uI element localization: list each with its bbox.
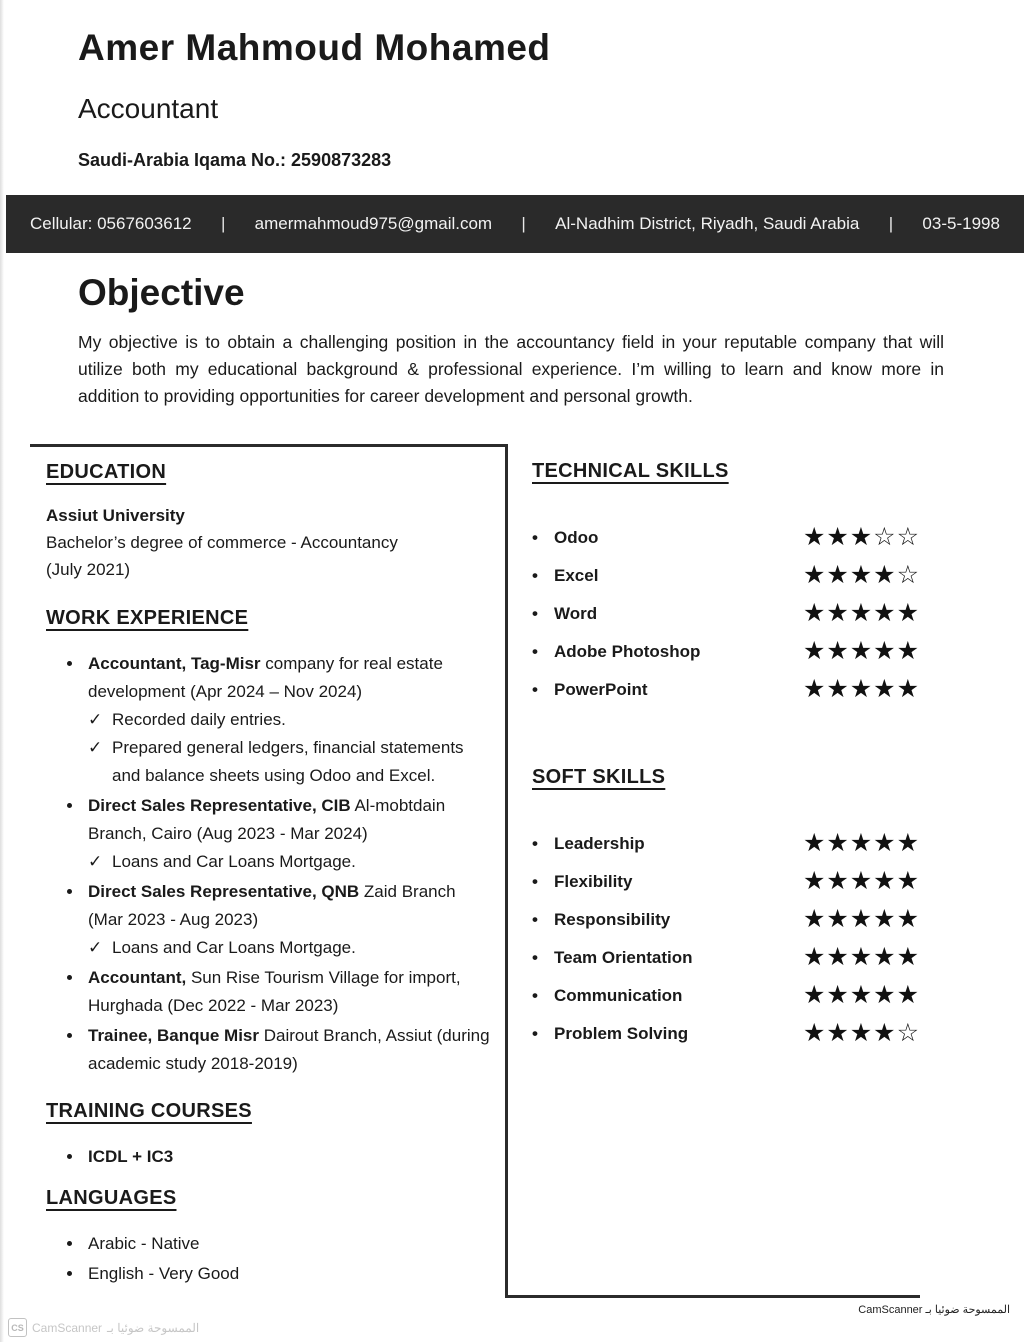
bullet-icon: • (532, 527, 538, 547)
bullet-icon: • (532, 603, 538, 623)
contact-bar (6, 195, 1024, 253)
training-courses-heading: TRAINING COURSES (46, 1100, 252, 1122)
job-item (84, 1022, 493, 1078)
training-course-list (46, 1143, 493, 1171)
training-course-item: • ICDL + IC3 (84, 1143, 493, 1171)
skill-label: • Problem Solving (532, 1023, 689, 1043)
job-title-text: Dairout Branch, Assiut (during academic study 2018-2019) (88, 1026, 490, 1073)
job-title-text: Zaid Branch (Mar 2023 - Aug 2023) (88, 882, 456, 929)
job-title-text: company for real estate development (Apr 2024 – Nov 2024) (88, 654, 443, 701)
skill-row (532, 525, 920, 550)
job-title-bold: Direct Sales Representative, QNB (88, 882, 360, 901)
job-title-line (88, 1022, 493, 1078)
job-item (84, 792, 493, 876)
education-heading: EDUCATION (46, 461, 167, 483)
star-rating: ★★★★★ (802, 943, 920, 971)
camscanner-brand-text: CamScanner (32, 1320, 103, 1335)
star-rating: ★★★★★ (802, 905, 920, 933)
skill-row (532, 1021, 920, 1046)
job-item (84, 878, 493, 962)
bullet-icon: • (532, 947, 538, 967)
camscanner-watermark-right: الممسوحة ضوئيا بـ CamScanner (858, 1304, 1010, 1316)
contact-item: Al-Nadhim District, Riyadh, Saudi Arabia (555, 214, 860, 233)
job-title-bold: Accountant, (88, 968, 187, 987)
skill-label: • Communication (532, 985, 683, 1005)
language-item: • English - Very Good (84, 1260, 493, 1288)
star-rating: ★★★★★ (802, 867, 920, 895)
job-title-line (88, 792, 493, 848)
technical-skills-section (532, 460, 920, 702)
check-icon: ✓ (88, 738, 103, 757)
skill-label: • Odoo (532, 527, 599, 547)
bullet-icon: • (532, 1023, 538, 1043)
soft-skills-list (532, 831, 920, 1046)
language-list (46, 1230, 493, 1288)
objective-section (0, 253, 1024, 410)
job-title-line (88, 964, 493, 1020)
star-rating: ★★★★★ (802, 675, 920, 703)
job-item (84, 964, 493, 1020)
camscanner-logo-icon: CS (8, 1318, 27, 1337)
check-icon: ✓ (88, 852, 103, 871)
languages-section (46, 1187, 493, 1288)
camscanner-arabic-text: الممسوحة ضوئيا بـ (107, 1320, 200, 1335)
contact-item: Cellular: 0567603612 (30, 214, 192, 233)
education-school: Assiut University (46, 506, 185, 525)
right-column (508, 444, 920, 1298)
skill-row (532, 601, 920, 626)
skill-row (532, 831, 920, 856)
languages-heading: LANGUAGES (46, 1187, 177, 1209)
skill-row (532, 869, 920, 894)
soft-skills-heading: SOFT SKILLS (532, 766, 666, 788)
job-title-line (88, 878, 493, 934)
star-rating: ★★★★★ (802, 599, 920, 627)
skill-row (532, 907, 920, 932)
training-courses-section (46, 1100, 493, 1171)
skill-label: • Adobe Photoshop (532, 641, 701, 661)
check-icon: ✓ (88, 938, 103, 957)
bullet-icon: • (532, 679, 538, 699)
skill-label: • PowerPoint (532, 679, 648, 699)
job-title-bold: Direct Sales Representative, CIB (88, 796, 351, 815)
skill-row (532, 983, 920, 1008)
bullet-icon: • (532, 871, 538, 891)
star-rating: ★★★★★ (802, 981, 920, 1009)
job-title-text: Sun Rise Tourism Village for import, Hurghada (Dec 2022 - Mar 2023) (88, 968, 461, 1015)
contact-separator: | (888, 214, 894, 233)
work-experience-heading: WORK EXPERIENCE (46, 607, 249, 629)
objective-heading: Objective (78, 272, 245, 313)
job-list (46, 650, 493, 1078)
iqama-number-line: Saudi-Arabia Iqama No.: 2590873283 (78, 150, 392, 170)
skill-label: • Word (532, 603, 598, 623)
check-icon: ✓ (88, 710, 103, 729)
star-rating: ★★★★☆ (802, 561, 920, 589)
education-degree: Bachelor’s degree of commerce - Accountancy (46, 533, 398, 552)
skill-row (532, 639, 920, 664)
technical-skills-list (532, 525, 920, 702)
contact-separator: | (521, 214, 526, 233)
bullet-icon: • (532, 565, 538, 585)
star-rating: ★★★★★ (802, 637, 920, 665)
skill-label: • Flexibility (532, 871, 633, 891)
left-column (30, 444, 508, 1298)
bullet-icon: • (532, 909, 538, 929)
job-title-text: Al-mobtdain Branch, Cairo (Aug 2023 - Mar 2024) (88, 796, 446, 843)
soft-skills-section (532, 766, 920, 1046)
star-rating: ★★★★★ (802, 829, 920, 857)
bullet-icon: • (532, 985, 538, 1005)
skill-row (532, 677, 920, 702)
education-date: (July 2021) (46, 560, 131, 579)
objective-text: My objective is to obtain a challenging position in the accountancy field in your reputable company that will utilize both my educational background & professional experience. I’m willing to learn and know more in addition to providing opportunities for career development and personal growth. (78, 332, 944, 406)
skill-label: • Leadership (532, 833, 645, 853)
resume-header (0, 0, 1024, 170)
skill-row (532, 945, 920, 970)
job-task: ✓ Loans and Car Loans Mortgage. (88, 934, 493, 962)
star-rating: ★★★★☆ (802, 1019, 920, 1047)
job-item (84, 650, 493, 790)
education-section (46, 461, 493, 583)
skill-row (532, 563, 920, 588)
star-rating: ★★★☆☆ (802, 523, 920, 551)
bullet-icon: • (532, 833, 538, 853)
work-experience-section (46, 607, 493, 1078)
contact-separator: | (220, 214, 226, 233)
skill-label: • Responsibility (532, 909, 671, 929)
job-task: ✓ Recorded daily entries. (88, 706, 493, 734)
person-name: Amer Mahmoud Mohamed (78, 27, 551, 68)
person-job-title: Accountant (78, 93, 219, 124)
contact-item: amermahmoud975@gmail.com (254, 214, 493, 233)
contact-item: 03-5-1998 (922, 214, 1000, 233)
job-title-bold: Trainee, Banque Misr (88, 1026, 259, 1045)
two-column-body (30, 444, 1024, 1298)
bullet-icon: • (532, 641, 538, 661)
language-item: • Arabic - Native (84, 1230, 493, 1258)
skill-label: • Excel (532, 565, 599, 585)
job-task: ✓ Loans and Car Loans Mortgage. (88, 848, 493, 876)
job-task: ✓ Prepared general ledgers, financial statements and balance sheets using Odoo and Excel. (88, 734, 493, 790)
technical-skills-heading: TECHNICAL SKILLS (532, 460, 729, 482)
job-title-bold: Accountant, Tag-Misr (88, 654, 261, 673)
skill-label: • Team Orientation (532, 947, 693, 967)
camscanner-watermark-left (8, 1318, 199, 1337)
job-title-line (88, 650, 493, 706)
